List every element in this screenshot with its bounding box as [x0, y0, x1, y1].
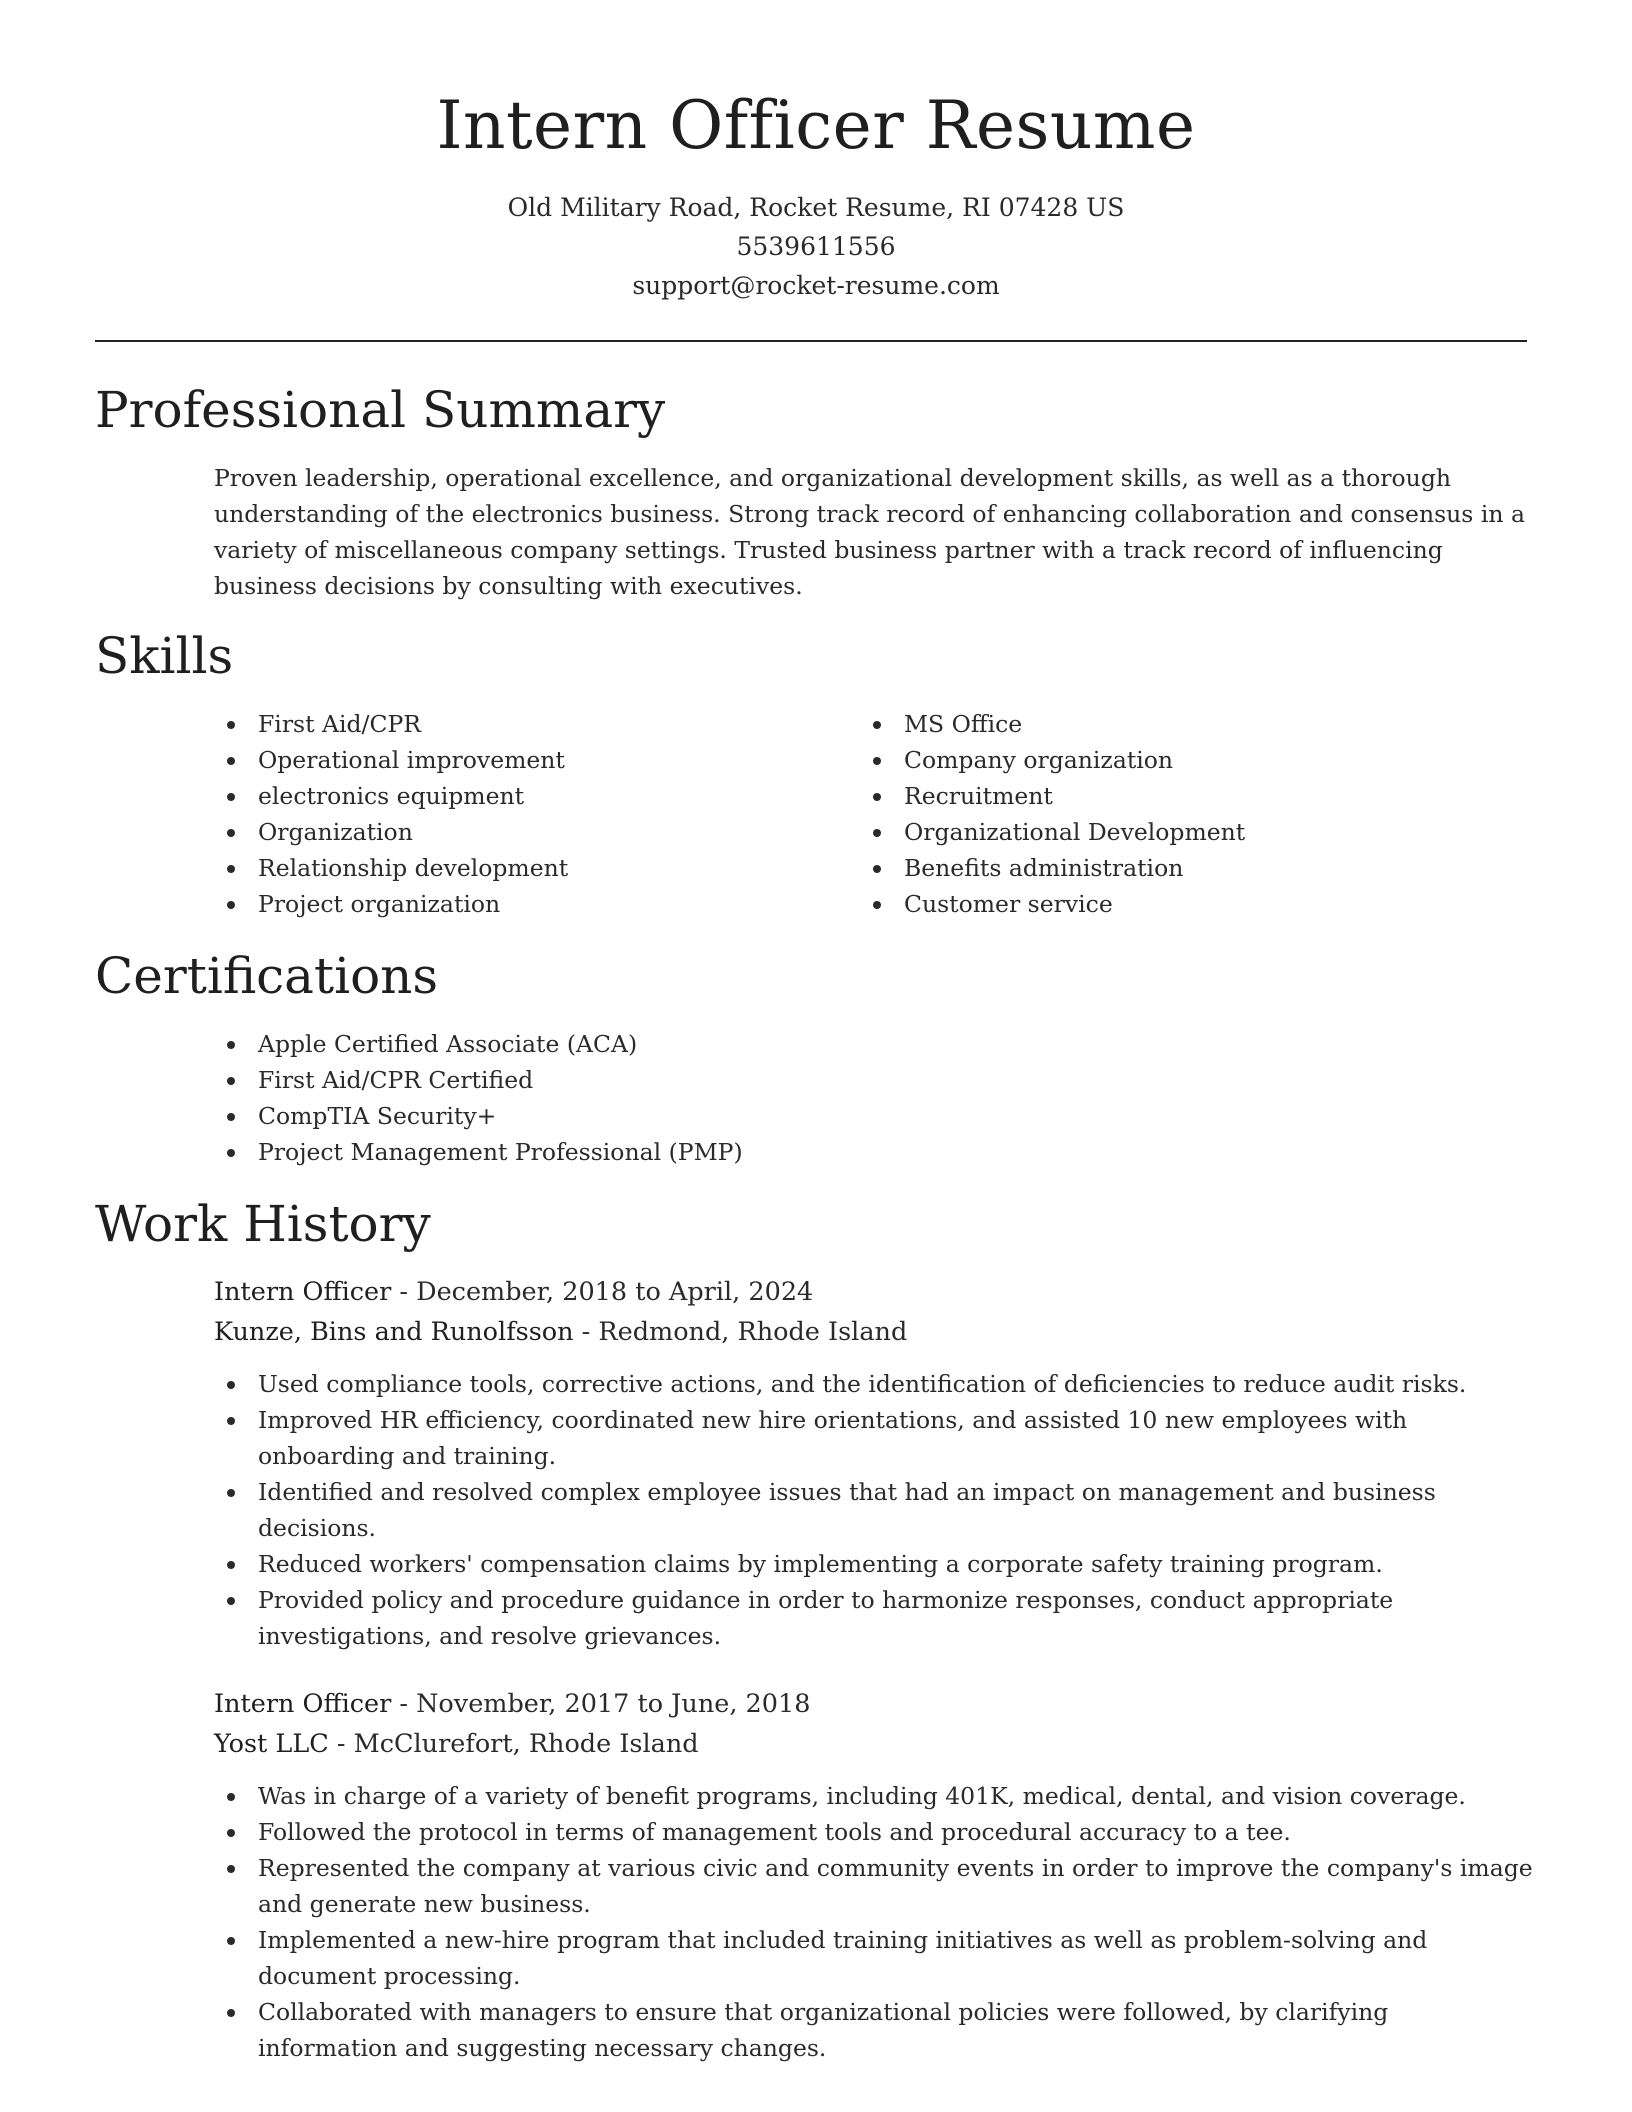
job-dates: - November, 2017 to June, 2018	[391, 1689, 811, 1719]
job-entry	[214, 1684, 1534, 2066]
job-responsibilities	[214, 1778, 1534, 2066]
responsibility-item: Identified and resolved complex employee issues that had an impact on management and business decisions.	[214, 1474, 1534, 1546]
job-title-line	[214, 1272, 1534, 1312]
responsibility-item: Was in charge of a variety of benefit programs, including 401K, medical, dental, and vision coverage.	[214, 1778, 1534, 1814]
job-company-line	[214, 1724, 1534, 1764]
job-company: Yost LLC	[214, 1729, 329, 1759]
skill-item: Organization	[214, 814, 834, 850]
responsibility-item: Used compliance tools, corrective actions, and the identification of deficiencies to reduce audit risks.	[214, 1366, 1534, 1402]
job-role: Intern Officer	[214, 1689, 392, 1719]
skills-column-left	[214, 706, 834, 922]
certification-item: Project Management Professional (PMP)	[214, 1134, 1534, 1170]
skill-item: Recruitment	[860, 778, 1520, 814]
certification-item: First Aid/CPR Certified	[214, 1062, 1534, 1098]
contact-address: Old Military Road, Rocket Resume, RI 07428 US	[507, 193, 1125, 222]
job-location: - McClurefort, Rhode Island	[328, 1729, 699, 1759]
skills-list-left	[214, 706, 834, 922]
responsibility-item: Reduced workers' compensation claims by implementing a corporate safety training program.	[214, 1546, 1534, 1582]
skill-item: Company organization	[860, 742, 1520, 778]
section-title-skills: Skills	[95, 627, 234, 685]
skill-item: First Aid/CPR	[214, 706, 834, 742]
skill-item: electronics equipment	[214, 778, 834, 814]
certifications-block	[214, 1026, 1534, 1170]
job-dates: - December, 2018 to April, 2024	[391, 1277, 814, 1307]
section-title-summary: Professional Summary	[95, 381, 666, 439]
skill-item: Organizational Development	[860, 814, 1520, 850]
skill-item: Project organization	[214, 886, 834, 922]
contact-info	[0, 188, 1632, 305]
skill-item: Benefits administration	[860, 850, 1520, 886]
skill-item: Customer service	[860, 886, 1520, 922]
job-role: Intern Officer	[214, 1277, 392, 1307]
resume-header	[0, 86, 1632, 305]
summary-text: Proven leadership, operational excellence, and organizational development skills, as well as a thorough understanding of the electronics business. Strong track record of enhancing collaboration and consensus in a variety of miscellaneous company settings. Trusted business partner with a track record of influencing business decisions by consulting with executives.	[214, 464, 1525, 600]
skill-item: Relationship development	[214, 850, 834, 886]
skills-column-right	[860, 706, 1520, 922]
skill-item: Operational improvement	[214, 742, 834, 778]
job-company-line	[214, 1312, 1534, 1352]
responsibility-item: Followed the protocol in terms of management tools and procedural accuracy to a tee.	[214, 1814, 1534, 1850]
job-location: - Redmond, Rhode Island	[573, 1317, 908, 1347]
responsibility-item: Represented the company at various civic and community events in order to improve the company's image and generate new business.	[214, 1850, 1534, 1922]
responsibility-item: Improved HR efficiency, coordinated new hire orientations, and assisted 10 new employees with onboarding and training.	[214, 1402, 1534, 1474]
certification-item: CompTIA Security+	[214, 1098, 1534, 1134]
skills-list-right	[860, 706, 1520, 922]
skill-item: MS Office	[860, 706, 1520, 742]
section-title-work-history: Work History	[95, 1195, 431, 1253]
contact-phone: 5539611556	[736, 232, 896, 261]
section-title-certifications: Certifications	[95, 947, 439, 1005]
job-responsibilities	[214, 1366, 1534, 1654]
responsibility-item: Provided policy and procedure guidance in order to harmonize responses, conduct appropriate investigations, and resolve grievances.	[214, 1582, 1534, 1654]
header-divider	[95, 340, 1527, 342]
contact-email: support@rocket-resume.com	[632, 271, 1000, 300]
job-company: Kunze, Bins and Runolfsson	[214, 1317, 574, 1347]
resume-title: Intern Officer Resume	[436, 87, 1196, 164]
job-entry	[214, 1272, 1534, 1654]
responsibility-item: Collaborated with managers to ensure that organizational policies were followed, by clarifying information and suggesting necessary changes.	[214, 1994, 1534, 2066]
certifications-list	[214, 1026, 1534, 1170]
job-title-line	[214, 1684, 1534, 1724]
responsibility-item: Implemented a new-hire program that included training initiatives as well as problem-solving and document processing.	[214, 1922, 1534, 1994]
certification-item: Apple Certified Associate (ACA)	[214, 1026, 1534, 1062]
